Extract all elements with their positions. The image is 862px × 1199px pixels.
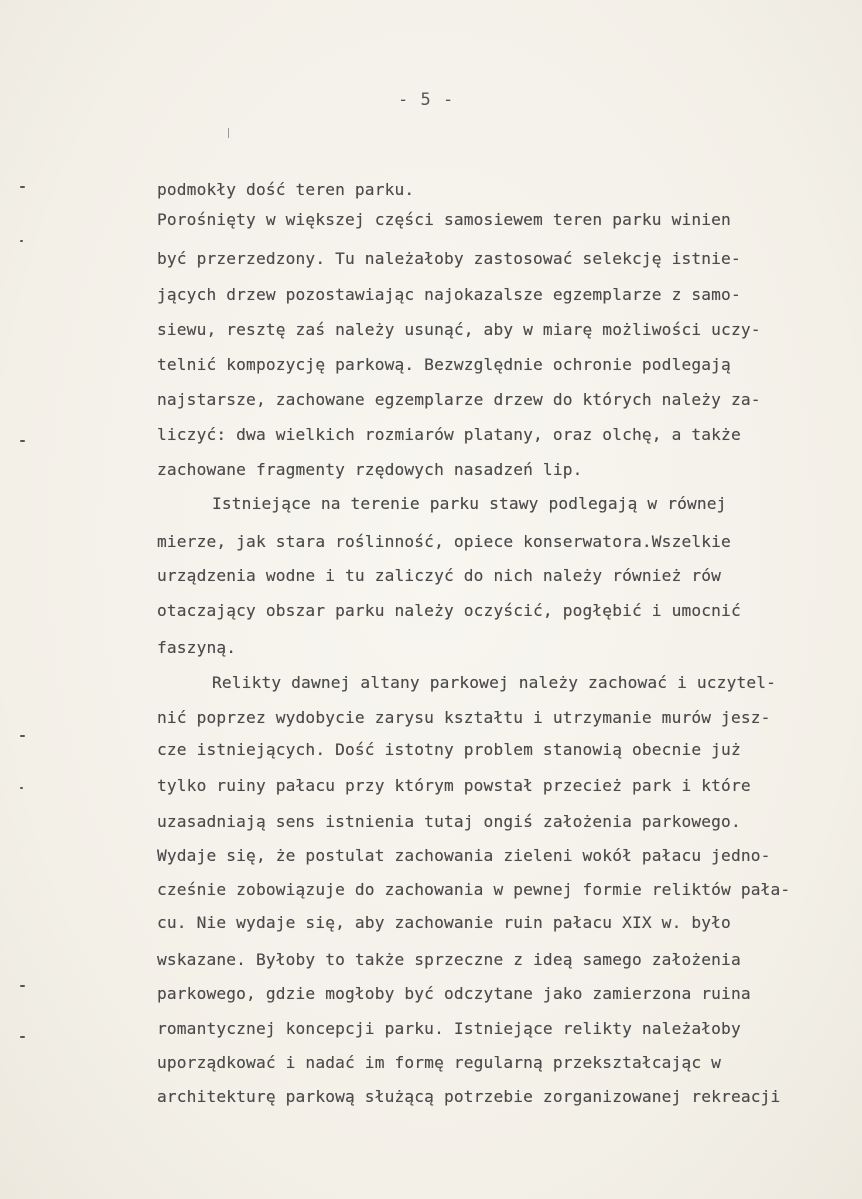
text-line: Wydaje się, że postulat zachowania zieleni wokół pałacu jedno-: [157, 846, 771, 865]
text-line: cze istniejących. Dość istotny problem stanowią obecnie już: [157, 740, 741, 759]
text-line: Istniejące na terenie parku stawy podlegają w równej: [212, 494, 727, 513]
text-line: siewu, resztę zaś należy usunąć, aby w miarę możliwości uczy-: [157, 320, 761, 339]
text-line: architekturę parkową służącą potrzebie zorganizowanej rekreacji: [157, 1087, 781, 1106]
text-line: jących drzew pozostawiając najokazalsze egzemplarze z samo-: [157, 285, 741, 304]
text-line: faszyną.: [157, 638, 237, 657]
text-line: telnić kompozycję parkową. Bezwzględnie ochronie podlegają: [157, 355, 731, 374]
text-line: zachowane fragmenty rzędowych nasadzeń lip.: [157, 460, 583, 479]
text-line: najstarsze, zachowane egzemplarze drzew do których należy za-: [157, 390, 761, 409]
text-line: Porośnięty w większej części samosiewem teren parku winien: [157, 210, 731, 229]
text-line: wskazane. Byłoby to także sprzeczne z ideą samego założenia: [157, 950, 741, 969]
page-number: - 5 -: [398, 90, 455, 110]
text-line: podmokły dość teren parku.: [157, 180, 415, 199]
text-line: tylko ruiny pałacu przy którym powstał przecież park i które: [157, 776, 751, 795]
text-line: Relikty dawnej altany parkowej należy zachować i uczytel-: [212, 673, 777, 692]
text-line: liczyć: dwa wielkich rozmiarów platany, oraz olchę, a także: [157, 425, 741, 444]
text-line: romantycznej koncepcji parku. Istniejące relikty należałoby: [157, 1019, 741, 1038]
text-line: otaczający obszar parku należy oczyścić, pogłębić i umocnić: [157, 601, 741, 620]
text-line: cu. Nie wydaje się, aby zachowanie ruin pałacu XIX w. było: [157, 913, 731, 932]
text-line: cześnie zobowiązuje do zachowania w pewnej formie reliktów pała-: [157, 880, 791, 899]
text-line: być przerzedzony. Tu należałoby zastosować selekcję istnie-: [157, 249, 741, 268]
text-line: mierze, jak stara roślinność, opiece konserwatora.Wszelkie: [157, 532, 731, 551]
text-line: nić poprzez wydobycie zarysu kształtu i utrzymanie murów jesz-: [157, 708, 771, 727]
text-line: uzasadniają sens istnienia tutaj ongiś założenia parkowego.: [157, 812, 741, 831]
text-line: parkowego, gdzie mogłoby być odczytane jako zamierzona ruina: [157, 984, 751, 1003]
text-line: uporządkować i nadać im formę regularną przekształcając w: [157, 1053, 722, 1072]
text-line: urządzenia wodne i tu zaliczyć do nich należy również rów: [157, 566, 722, 585]
